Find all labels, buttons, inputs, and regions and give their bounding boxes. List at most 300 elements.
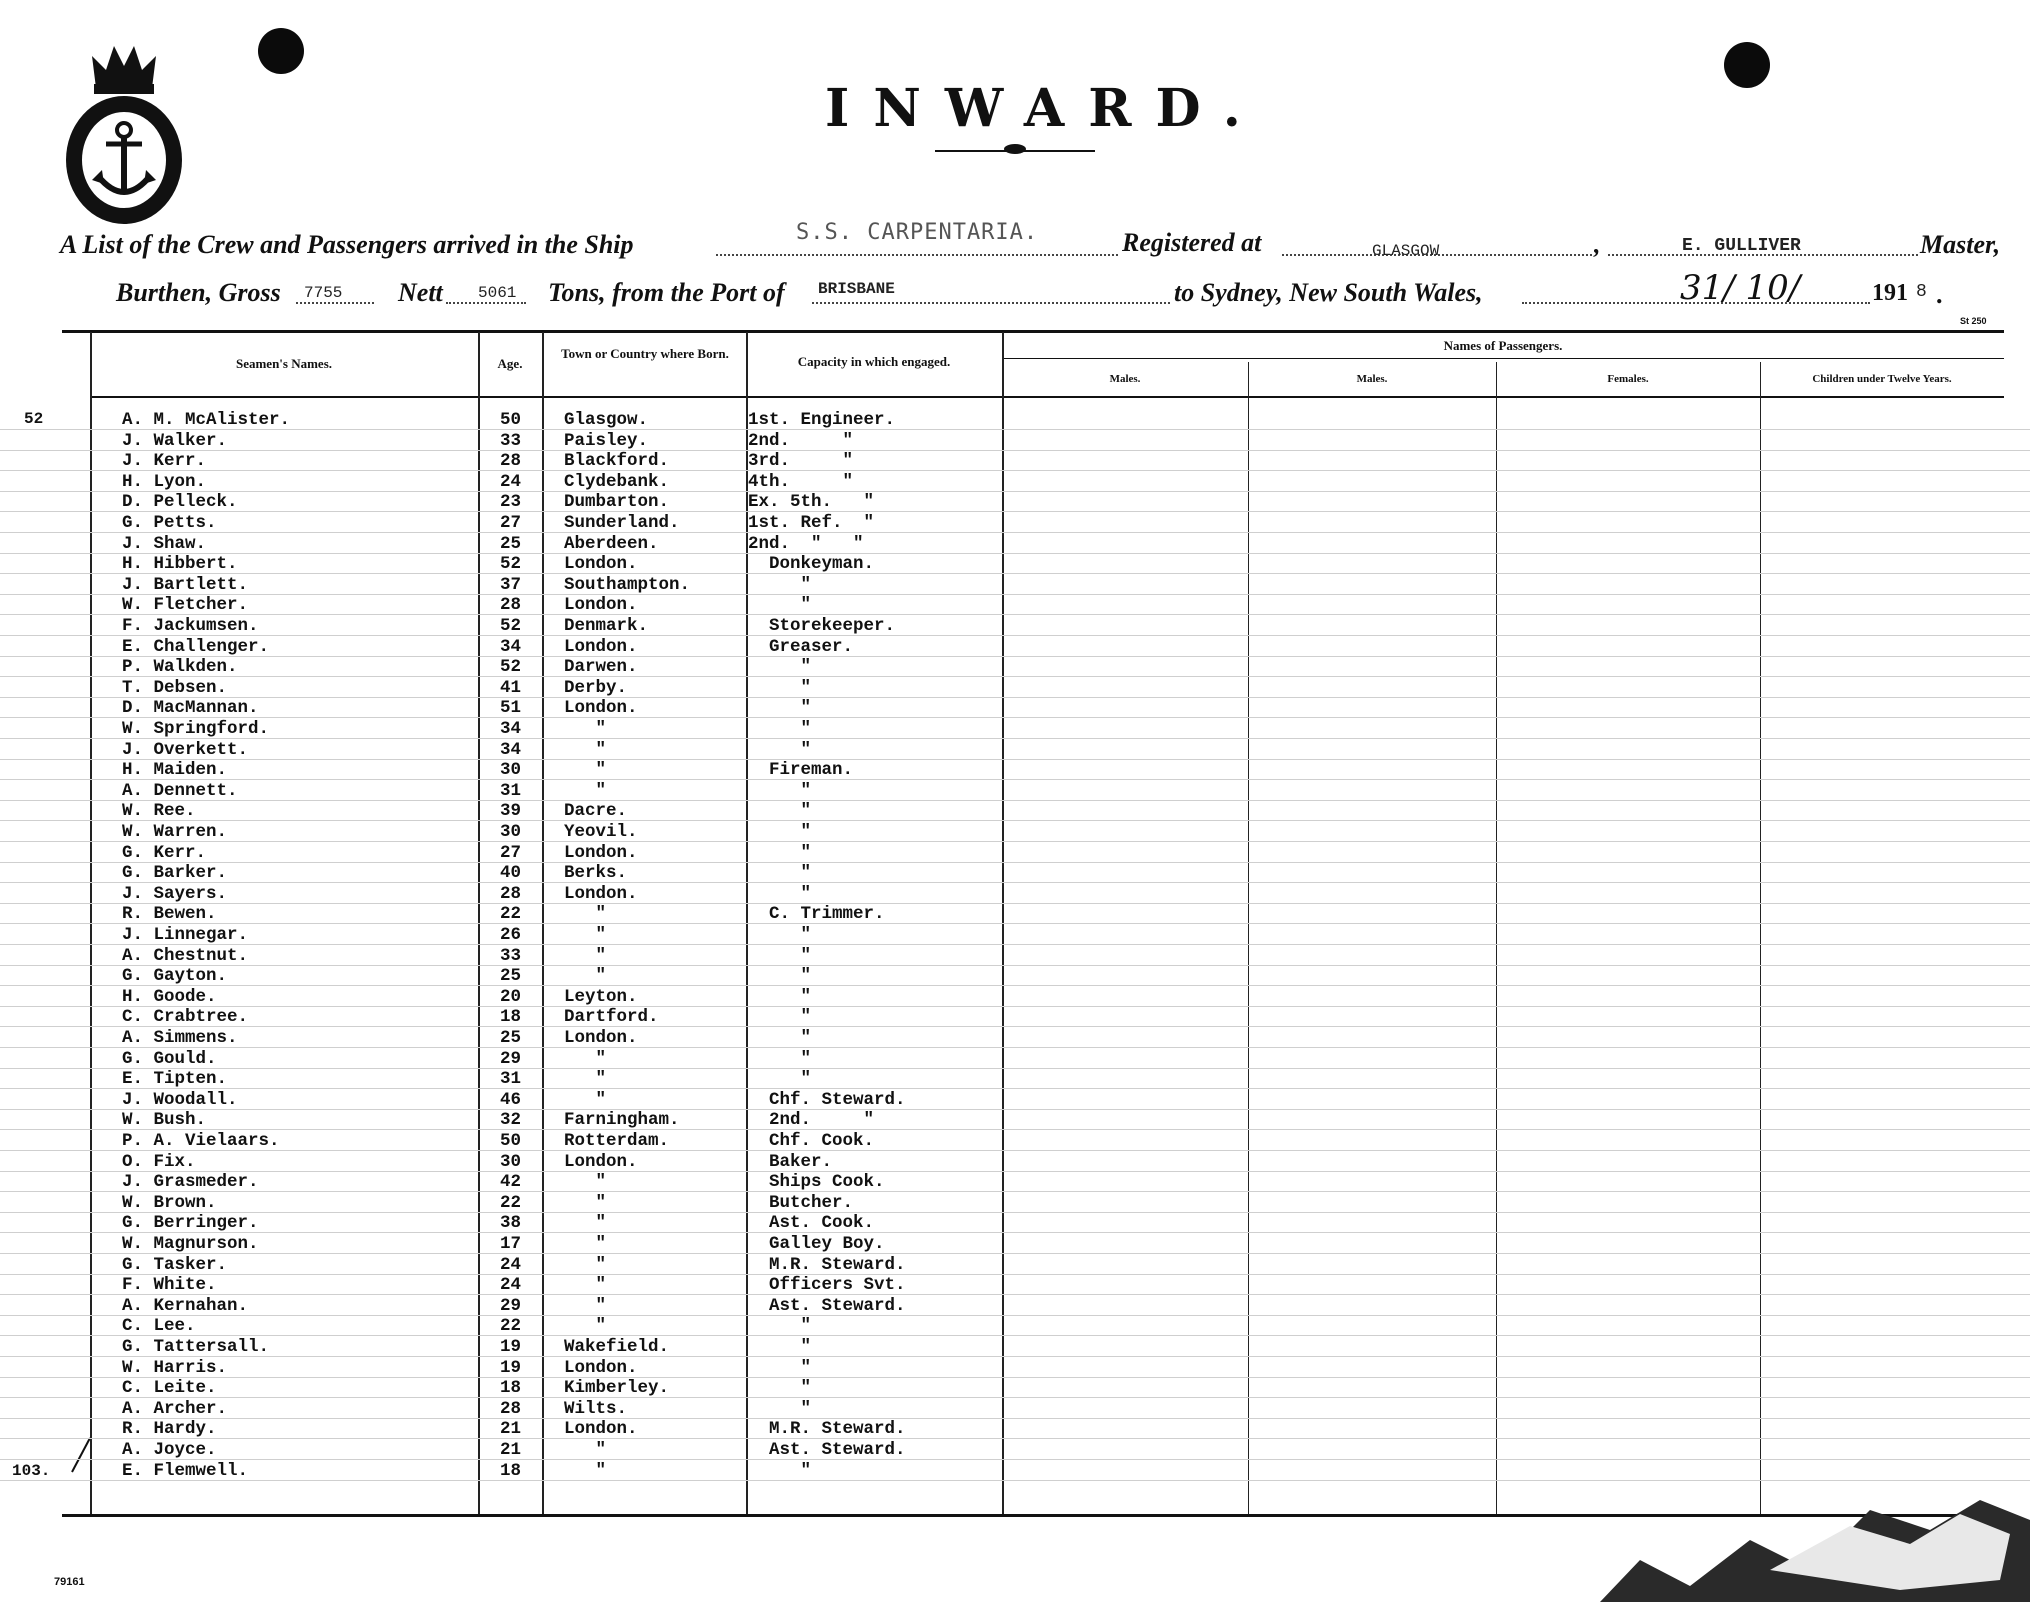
crew-name: G. Berringer.	[122, 1213, 259, 1234]
crew-town: Leyton.	[564, 986, 638, 1007]
crew-age: 25	[500, 533, 522, 554]
crew-town: London.	[564, 1419, 638, 1440]
crew-name: G. Gayton.	[122, 966, 228, 987]
crew-capacity: Butcher.	[748, 1192, 854, 1213]
crew-age: 30	[500, 1151, 522, 1172]
tons-from-label: Tons, from the Port of	[548, 278, 785, 307]
crew-name: W. Magnurson.	[122, 1234, 259, 1254]
crew-name: W. Springford.	[122, 719, 270, 739]
row-rule	[0, 1191, 2030, 1192]
punch-hole-right	[1724, 42, 1770, 88]
crew-name: C. Leite.	[122, 1378, 217, 1399]
crew-age: 42	[500, 1172, 522, 1193]
crew-name: D. MacMannan.	[122, 698, 259, 719]
crew-age: 29	[500, 1295, 522, 1316]
crew-age: 51	[500, 698, 522, 719]
crew-age: 23	[500, 492, 522, 513]
row-rule	[0, 1480, 2030, 1481]
crew-age: 37	[500, 574, 522, 595]
crew-capacity: "	[748, 677, 812, 698]
crew-age: 22	[500, 904, 522, 925]
crew-capacity: Donkeyman.	[748, 554, 875, 575]
crew-name: E. Challenger.	[122, 636, 270, 657]
crew-age: 34	[500, 719, 522, 739]
crew-town: "	[564, 1295, 607, 1316]
row-rule	[0, 800, 2030, 801]
row-rule	[0, 985, 2030, 986]
crew-town: Berks.	[564, 863, 628, 884]
crew-town: "	[564, 925, 607, 945]
row-rule	[0, 1459, 2030, 1460]
crew-age: 32	[500, 1110, 522, 1131]
crew-capacity: "	[748, 822, 812, 842]
crew-town: "	[564, 760, 607, 781]
crew-name: O. Fix.	[122, 1151, 196, 1172]
crew-town: "	[564, 719, 607, 739]
crew-capacity: Chf. Steward.	[748, 1089, 906, 1110]
crew-name: J. Overkett.	[122, 739, 249, 760]
row-rule	[0, 1171, 2030, 1172]
crew-capacity: "	[748, 925, 812, 945]
crew-age: 18	[500, 1460, 522, 1481]
crew-capacity: Ex. 5th. "	[748, 492, 875, 513]
row-rule	[0, 1377, 2030, 1378]
crew-town: Dartford.	[564, 1007, 659, 1028]
document-title: INWARD.	[825, 78, 1265, 139]
row-rule	[0, 491, 2030, 492]
crew-age: 34	[500, 739, 522, 760]
crew-capacity: Ships Cook.	[748, 1172, 885, 1193]
crew-town: "	[564, 1089, 607, 1110]
crew-name: C. Crabtree.	[122, 1007, 249, 1028]
row-rule	[0, 1294, 2030, 1295]
row-rule	[0, 965, 2030, 966]
row-rule	[0, 1397, 2030, 1398]
registered-port: GLASGOW	[1372, 242, 1440, 260]
crew-capacity: Ast. Steward.	[748, 1440, 906, 1460]
row-rule	[0, 1150, 2030, 1151]
row-rule	[0, 1026, 2030, 1027]
col-header-passengers: Names of Passengers.	[1443, 338, 1563, 353]
title-ornament	[1004, 144, 1026, 154]
crew-town: "	[564, 1460, 607, 1481]
crew-age: 34	[500, 636, 522, 657]
crew-capacity: M.R. Steward.	[748, 1419, 906, 1440]
crew-capacity: Greaser.	[748, 636, 854, 657]
crew-name: J. Bartlett.	[122, 574, 249, 595]
crew-capacity: "	[748, 1316, 812, 1337]
row-rule	[0, 1068, 2030, 1069]
margin-count-end: 103.	[12, 1462, 51, 1480]
crew-town: Wilts.	[564, 1398, 628, 1419]
crew-age: 27	[500, 842, 522, 863]
crew-capacity: "	[748, 1378, 812, 1399]
crew-capacity: C. Trimmer.	[748, 904, 885, 925]
crew-capacity: Ast. Cook.	[748, 1213, 875, 1234]
crew-town: London.	[564, 1028, 638, 1048]
crew-name: W. Fletcher.	[122, 595, 249, 616]
nett-label: Nett	[398, 278, 443, 307]
row-rule	[0, 1006, 2030, 1007]
row-rule	[0, 1315, 2030, 1316]
crew-capacity: "	[748, 595, 812, 616]
crew-town: Glasgow.	[564, 410, 649, 430]
crew-name: A. M. McAlister.	[122, 410, 291, 430]
year-prefix: 191	[1872, 280, 1908, 306]
col-header-names: Seamen's Names.	[235, 356, 333, 371]
crew-age: 27	[500, 513, 522, 533]
crew-name: J. Sayers.	[122, 883, 228, 904]
crew-capacity: "	[748, 574, 812, 595]
gross-tonnage: 7755	[304, 284, 343, 302]
crew-capacity: "	[748, 719, 812, 739]
crew-town: London.	[564, 1151, 638, 1172]
crew-name: G. Kerr.	[122, 842, 207, 863]
row-rule	[0, 923, 2030, 924]
crew-town: "	[564, 739, 607, 760]
crew-name: W. Brown.	[122, 1192, 217, 1213]
crew-age: 28	[500, 1398, 522, 1419]
crew-capacity: "	[748, 1398, 812, 1419]
registered-label: Registered at	[1122, 228, 1262, 257]
crew-age: 33	[500, 430, 522, 451]
crew-age: 46	[500, 1089, 522, 1110]
crew-age: 50	[500, 410, 522, 430]
row-rule	[0, 1088, 2030, 1089]
crew-town: Blackford.	[564, 451, 670, 472]
crew-name: H. Hibbert.	[122, 554, 238, 575]
crew-town: London.	[564, 595, 638, 616]
row-rule	[0, 779, 2030, 780]
row-rule	[0, 573, 2030, 574]
crew-capacity: Chf. Cook.	[748, 1131, 875, 1151]
header-line1-prefix: A List of the Crew and Passengers arrived in the Ship	[60, 230, 634, 259]
crew-town: Yeovil.	[564, 822, 638, 842]
row-rule	[0, 944, 2030, 945]
crew-town: "	[564, 1316, 607, 1337]
row-rule	[0, 1438, 2030, 1439]
crew-town: Wakefield.	[564, 1337, 670, 1357]
header-comma: ,	[1594, 230, 1601, 259]
crew-town: "	[564, 904, 607, 925]
crew-age: 28	[500, 595, 522, 616]
crew-capacity: "	[748, 1048, 812, 1069]
crew-name: C. Lee.	[122, 1316, 196, 1337]
row-rule	[0, 594, 2030, 595]
crew-capacity: Storekeeper.	[748, 616, 896, 636]
crew-name: J. Walker.	[122, 430, 228, 451]
crew-capacity: "	[748, 657, 812, 678]
row-rule	[0, 1356, 2030, 1357]
crew-capacity: "	[748, 842, 812, 863]
crew-name: E. Tipten.	[122, 1069, 228, 1090]
crew-town: Clydebank.	[564, 471, 670, 492]
form-number: St 250	[1960, 316, 1987, 326]
row-rule	[0, 1212, 2030, 1213]
crew-capacity: 2nd. "	[748, 430, 854, 451]
crew-town: Kimberley.	[564, 1378, 670, 1399]
margin-count-start: 52	[24, 410, 44, 428]
crew-name: J. Linnegar.	[122, 925, 249, 945]
row-rule	[0, 450, 2030, 451]
crew-capacity: "	[748, 1337, 812, 1357]
crew-name: R. Bewen.	[122, 904, 217, 925]
row-rule	[0, 1418, 2030, 1419]
crew-name: W. Harris.	[122, 1357, 228, 1378]
crew-capacity: "	[748, 883, 812, 904]
row-rule	[0, 532, 2030, 533]
col-divider-females	[1496, 362, 1497, 1514]
crew-capacity: 1st. Engineer.	[748, 410, 896, 430]
crew-capacity: "	[748, 780, 812, 801]
crew-town: Aberdeen.	[564, 533, 659, 554]
crew-age: 30	[500, 760, 522, 781]
crew-capacity: "	[748, 1069, 812, 1090]
shipping-master-seal-icon	[62, 36, 186, 226]
row-rule	[0, 759, 2030, 760]
crew-name: G. Tasker.	[122, 1254, 228, 1275]
from-port-dotted-line	[812, 302, 1170, 304]
col-header-capacity: Capacity in which engaged.	[797, 354, 951, 369]
crew-age: 25	[500, 966, 522, 987]
crew-name: T. Debsen.	[122, 677, 228, 698]
crew-town: Dumbarton.	[564, 492, 670, 513]
row-rule	[0, 1109, 2030, 1110]
crew-age: 40	[500, 863, 522, 884]
crew-capacity: 1st. Ref. "	[748, 513, 875, 533]
table-top-rule	[62, 330, 2004, 333]
crew-name: A. Archer.	[122, 1398, 228, 1419]
margin-tick-mark	[66, 1436, 96, 1476]
crew-town: "	[564, 966, 607, 987]
crew-town: "	[564, 1275, 607, 1296]
crew-name: H. Lyon.	[122, 471, 207, 492]
row-rule	[0, 882, 2030, 883]
col-divider-children	[1760, 362, 1761, 1514]
crew-town: Dacre.	[564, 801, 628, 822]
crew-age: 22	[500, 1192, 522, 1213]
row-rule	[0, 1274, 2030, 1275]
crew-town: Darwen.	[564, 657, 638, 678]
from-port: BRISBANE	[818, 280, 895, 298]
crew-name: A. Kernahan.	[122, 1295, 249, 1316]
col-header-males-2: Males.	[1356, 373, 1388, 385]
crew-name: D. Pelleck.	[122, 492, 238, 513]
crew-name: J. Kerr.	[122, 451, 207, 472]
crew-age: 24	[500, 1254, 522, 1275]
crew-town: Southampton.	[564, 574, 691, 595]
crew-age: 24	[500, 1275, 522, 1296]
crew-town: "	[564, 1234, 607, 1254]
crew-capacity: 2nd. " "	[748, 533, 864, 554]
crew-name: G. Barker.	[122, 863, 228, 884]
crew-capacity: "	[748, 986, 812, 1007]
crew-town: London.	[564, 554, 638, 575]
crew-age: 31	[500, 1069, 522, 1090]
crew-name: R. Hardy.	[122, 1419, 217, 1440]
row-rule	[0, 656, 2030, 657]
crew-town: London.	[564, 842, 638, 863]
crew-capacity: Ast. Steward.	[748, 1295, 906, 1316]
crew-capacity: "	[748, 1007, 812, 1028]
col-header-town: Town or Country where Born.	[561, 346, 729, 361]
crew-name: W. Warren.	[122, 822, 228, 842]
crew-town: London.	[564, 1357, 638, 1378]
year-suffix: 8	[1916, 282, 1927, 302]
crew-town: Farningham.	[564, 1110, 680, 1131]
crew-town: "	[564, 1192, 607, 1213]
crew-capacity: "	[748, 966, 812, 987]
crew-name: G. Tattersall.	[122, 1337, 270, 1357]
crew-name: P. Walkden.	[122, 657, 238, 678]
sheet-number: 79161	[54, 1576, 85, 1588]
crew-town: Denmark.	[564, 616, 649, 636]
master-name: E. GULLIVER	[1682, 236, 1801, 256]
crew-age: 26	[500, 925, 522, 945]
crew-town: "	[564, 1048, 607, 1069]
crew-age: 39	[500, 801, 522, 822]
burthen-label: Burthen, Gross	[116, 278, 281, 307]
crew-name: J. Grasmeder.	[122, 1172, 259, 1193]
crew-capacity: Galley Boy.	[748, 1234, 885, 1254]
col-header-females: Females.	[1607, 373, 1649, 385]
crew-town: "	[564, 1440, 607, 1460]
crew-capacity: "	[748, 1357, 812, 1378]
to-sydney-label: to Sydney, New South Wales,	[1174, 278, 1483, 307]
row-rule	[0, 676, 2030, 677]
torn-corner-damage	[1600, 1500, 2030, 1602]
crew-town: "	[564, 1213, 607, 1234]
crew-age: 31	[500, 780, 522, 801]
crew-town: Paisley.	[564, 430, 649, 451]
crew-age: 18	[500, 1378, 522, 1399]
col-header-males-1: Males.	[1109, 373, 1141, 385]
row-rule	[0, 903, 2030, 904]
crew-capacity: 3rd. "	[748, 451, 854, 472]
crew-capacity: M.R. Steward.	[748, 1254, 906, 1275]
row-rule	[0, 738, 2030, 739]
row-rule	[0, 470, 2030, 471]
col-divider-males2	[1248, 362, 1249, 1514]
crew-age: 52	[500, 616, 522, 636]
row-rule	[0, 697, 2030, 698]
crew-town: London.	[564, 698, 638, 719]
crew-age: 28	[500, 451, 522, 472]
col-header-age: Age.	[497, 356, 523, 371]
crew-age: 18	[500, 1007, 522, 1028]
ship-dotted-line	[716, 254, 1118, 256]
crew-capacity: Fireman.	[748, 760, 854, 781]
crew-name: A. Joyce.	[122, 1440, 217, 1460]
ship-name-stamp: S.S. CARPENTARIA.	[796, 220, 1039, 245]
row-rule	[0, 614, 2030, 615]
crew-capacity: Officers Svt.	[748, 1275, 906, 1296]
crew-capacity: "	[748, 863, 812, 884]
crew-capacity: "	[748, 801, 812, 822]
crew-name: G. Gould.	[122, 1048, 217, 1069]
crew-age: 21	[500, 1419, 522, 1440]
crew-name: A. Dennett.	[122, 780, 238, 801]
crew-age: 17	[500, 1234, 522, 1254]
crew-capacity: "	[748, 1028, 812, 1048]
crew-town: "	[564, 1172, 607, 1193]
crew-capacity: 2nd. "	[748, 1110, 875, 1131]
crew-age: 52	[500, 657, 522, 678]
crew-name: J. Shaw.	[122, 533, 207, 554]
row-rule	[0, 1335, 2030, 1336]
crew-age: 22	[500, 1316, 522, 1337]
crew-capacity: Baker.	[748, 1151, 833, 1172]
arrival-date-handwritten: 31/ 10/	[1680, 268, 1801, 308]
crew-town: "	[564, 1069, 607, 1090]
crew-name: W. Ree.	[122, 801, 196, 822]
crew-name: G. Petts.	[122, 513, 217, 533]
crew-town: London.	[564, 883, 638, 904]
row-rule	[0, 1253, 2030, 1254]
crew-name: H. Goode.	[122, 986, 217, 1007]
crew-town: "	[564, 1254, 607, 1275]
crew-age: 29	[500, 1048, 522, 1069]
crew-age: 25	[500, 1028, 522, 1048]
row-rule	[0, 862, 2030, 863]
crew-age: 19	[500, 1337, 522, 1357]
passengers-subheader-rule	[1004, 358, 2004, 359]
crew-capacity: "	[748, 698, 812, 719]
crew-name: J. Woodall.	[122, 1089, 238, 1110]
crew-name: P. A. Vielaars.	[122, 1131, 280, 1151]
row-rule	[0, 1129, 2030, 1130]
row-rule	[0, 429, 2030, 430]
crew-age: 24	[500, 471, 522, 492]
crew-age: 20	[500, 986, 522, 1007]
row-rule	[0, 511, 2030, 512]
crew-age: 38	[500, 1213, 522, 1234]
crew-town: London.	[564, 636, 638, 657]
master-label: Master,	[1920, 230, 2001, 259]
crew-name: W. Bush.	[122, 1110, 207, 1131]
crew-town: Sunderland.	[564, 513, 680, 533]
crew-age: 33	[500, 945, 522, 966]
crew-capacity: 4th. "	[748, 471, 854, 492]
crew-name: F. Jackumsen.	[122, 616, 259, 636]
crew-age: 41	[500, 677, 522, 698]
crew-name: A. Simmens.	[122, 1028, 238, 1048]
crew-age: 21	[500, 1440, 522, 1460]
crew-capacity: "	[748, 1460, 812, 1481]
crew-capacity: "	[748, 945, 812, 966]
row-rule	[0, 553, 2030, 554]
row-rule	[0, 841, 2030, 842]
nett-dotted-line	[446, 302, 526, 304]
crew-age: 28	[500, 883, 522, 904]
crew-capacity: "	[748, 739, 812, 760]
crew-name: A. Chestnut.	[122, 945, 249, 966]
row-rule	[0, 1047, 2030, 1048]
gross-dotted-line	[296, 302, 374, 304]
crew-town: "	[564, 780, 607, 801]
crew-town: Derby.	[564, 677, 628, 698]
crew-name: H. Maiden.	[122, 760, 228, 781]
nett-tonnage: 5061	[478, 284, 517, 302]
row-rule	[0, 820, 2030, 821]
crew-age: 52	[500, 554, 522, 575]
table-header-rule	[90, 396, 2004, 398]
crew-town: Rotterdam.	[564, 1131, 670, 1151]
year-dot: .	[1936, 280, 1943, 309]
crew-age: 30	[500, 822, 522, 842]
crew-name: E. Flemwell.	[122, 1460, 249, 1481]
punch-hole-left	[258, 28, 304, 74]
